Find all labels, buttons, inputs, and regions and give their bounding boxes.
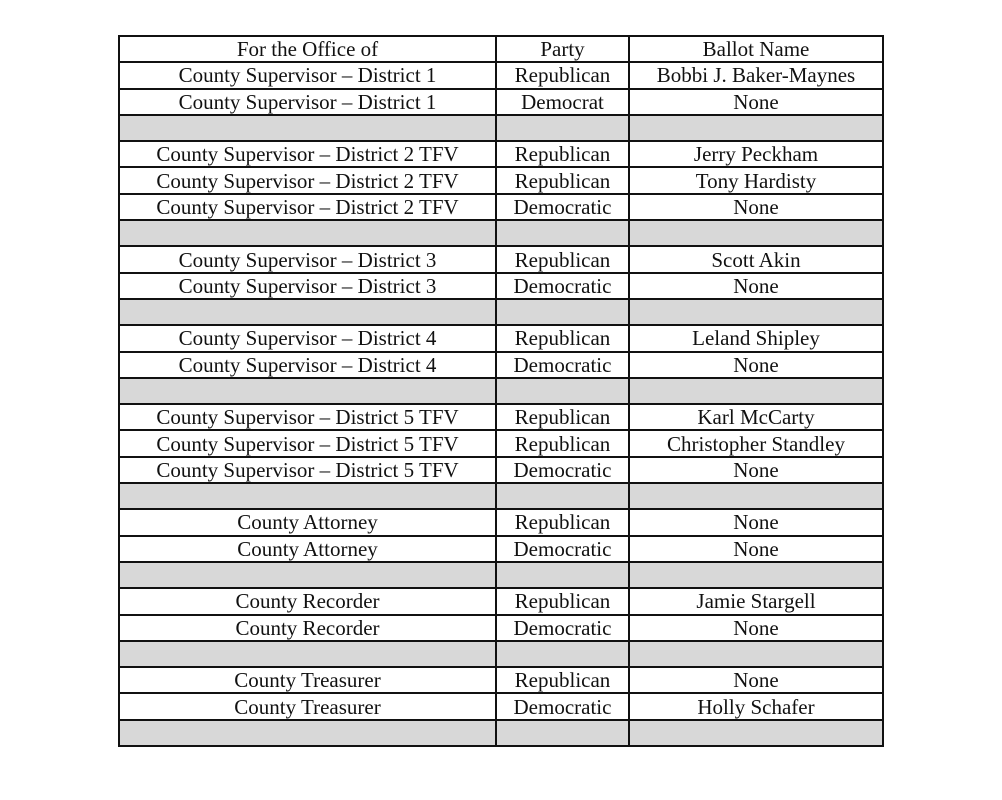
office-cell: County Supervisor – District 3 (119, 273, 496, 299)
spacer-cell (496, 115, 629, 141)
spacer-cell (629, 641, 883, 667)
party-cell: Democratic (496, 352, 629, 378)
table-row (119, 667, 883, 693)
table-row (119, 273, 883, 299)
spacer-cell (496, 720, 629, 746)
ballot-name-cell: Bobbi J. Baker-Maynes (629, 62, 883, 88)
spacer-row (119, 115, 883, 141)
table-row (119, 352, 883, 378)
table-row (119, 89, 883, 115)
spacer-cell (629, 220, 883, 246)
ballot-name-cell: None (629, 273, 883, 299)
spacer-cell (119, 720, 496, 746)
spacer-cell (119, 562, 496, 588)
table-row (119, 194, 883, 220)
ballot-name-cell: None (629, 615, 883, 641)
ballot-name-cell: Jamie Stargell (629, 588, 883, 614)
spacer-cell (496, 378, 629, 404)
office-cell: County Treasurer (119, 667, 496, 693)
header-ballot-name: Ballot Name (629, 36, 883, 62)
party-cell: Democratic (496, 615, 629, 641)
spacer-row (119, 641, 883, 667)
ballot-name-cell: None (629, 194, 883, 220)
table-row (119, 141, 883, 167)
spacer-cell (496, 299, 629, 325)
ballot-name-cell: Jerry Peckham (629, 141, 883, 167)
spacer-cell (119, 641, 496, 667)
office-cell: County Supervisor – District 5 TFV (119, 404, 496, 430)
candidate-table (118, 35, 884, 747)
office-cell: County Supervisor – District 2 TFV (119, 167, 496, 193)
ballot-name-cell: None (629, 352, 883, 378)
party-cell: Republican (496, 325, 629, 351)
header-office: For the Office of (119, 36, 496, 62)
spacer-cell (119, 220, 496, 246)
table-row (119, 430, 883, 456)
spacer-row (119, 562, 883, 588)
spacer-cell (496, 483, 629, 509)
ballot-name-cell: None (629, 89, 883, 115)
spacer-cell (119, 483, 496, 509)
party-cell: Republican (496, 167, 629, 193)
table-row (119, 588, 883, 614)
office-cell: County Supervisor – District 5 TFV (119, 457, 496, 483)
ballot-name-cell: Christopher Standley (629, 430, 883, 456)
table-row (119, 509, 883, 535)
party-cell: Republican (496, 430, 629, 456)
office-cell: County Supervisor – District 1 (119, 89, 496, 115)
spacer-cell (629, 115, 883, 141)
table-row (119, 536, 883, 562)
party-cell: Republican (496, 141, 629, 167)
ballot-name-cell: None (629, 667, 883, 693)
party-cell: Republican (496, 404, 629, 430)
ballot-name-cell: None (629, 509, 883, 535)
office-cell: County Attorney (119, 536, 496, 562)
spacer-row (119, 378, 883, 404)
spacer-cell (629, 378, 883, 404)
header-party: Party (496, 36, 629, 62)
spacer-cell (119, 115, 496, 141)
table-row (119, 457, 883, 483)
spacer-row (119, 299, 883, 325)
ballot-name-cell: None (629, 457, 883, 483)
spacer-cell (496, 220, 629, 246)
spacer-cell (119, 378, 496, 404)
party-cell: Republican (496, 588, 629, 614)
office-cell: County Supervisor – District 2 TFV (119, 141, 496, 167)
office-cell: County Supervisor – District 4 (119, 352, 496, 378)
table-row (119, 693, 883, 719)
office-cell: County Supervisor – District 1 (119, 62, 496, 88)
table-row (119, 325, 883, 351)
ballot-name-cell: Leland Shipley (629, 325, 883, 351)
office-cell: County Supervisor – District 2 TFV (119, 194, 496, 220)
ballot-name-cell: Scott Akin (629, 246, 883, 272)
ballot-name-cell: None (629, 536, 883, 562)
party-cell: Republican (496, 246, 629, 272)
ballot-name-cell: Tony Hardisty (629, 167, 883, 193)
table-row (119, 615, 883, 641)
spacer-row (119, 483, 883, 509)
party-cell: Democratic (496, 457, 629, 483)
spacer-cell (629, 299, 883, 325)
ballot-name-cell: Karl McCarty (629, 404, 883, 430)
party-cell: Democratic (496, 536, 629, 562)
party-cell: Democrat (496, 89, 629, 115)
party-cell: Democratic (496, 194, 629, 220)
office-cell: County Recorder (119, 588, 496, 614)
table-body (119, 62, 883, 746)
spacer-cell (629, 720, 883, 746)
table-row (119, 62, 883, 88)
party-cell: Republican (496, 62, 629, 88)
spacer-cell (629, 562, 883, 588)
spacer-cell (496, 562, 629, 588)
office-cell: County Supervisor – District 4 (119, 325, 496, 351)
header-row (119, 36, 883, 62)
table-row (119, 404, 883, 430)
office-cell: County Recorder (119, 615, 496, 641)
party-cell: Republican (496, 509, 629, 535)
office-cell: County Supervisor – District 3 (119, 246, 496, 272)
office-cell: County Supervisor – District 5 TFV (119, 430, 496, 456)
party-cell: Democratic (496, 273, 629, 299)
table-row (119, 167, 883, 193)
ballot-name-cell: Holly Schafer (629, 693, 883, 719)
office-cell: County Treasurer (119, 693, 496, 719)
party-cell: Democratic (496, 693, 629, 719)
table-row (119, 246, 883, 272)
office-cell: County Attorney (119, 509, 496, 535)
spacer-cell (496, 641, 629, 667)
spacer-row (119, 720, 883, 746)
spacer-cell (119, 299, 496, 325)
spacer-row (119, 220, 883, 246)
party-cell: Republican (496, 667, 629, 693)
spacer-cell (629, 483, 883, 509)
